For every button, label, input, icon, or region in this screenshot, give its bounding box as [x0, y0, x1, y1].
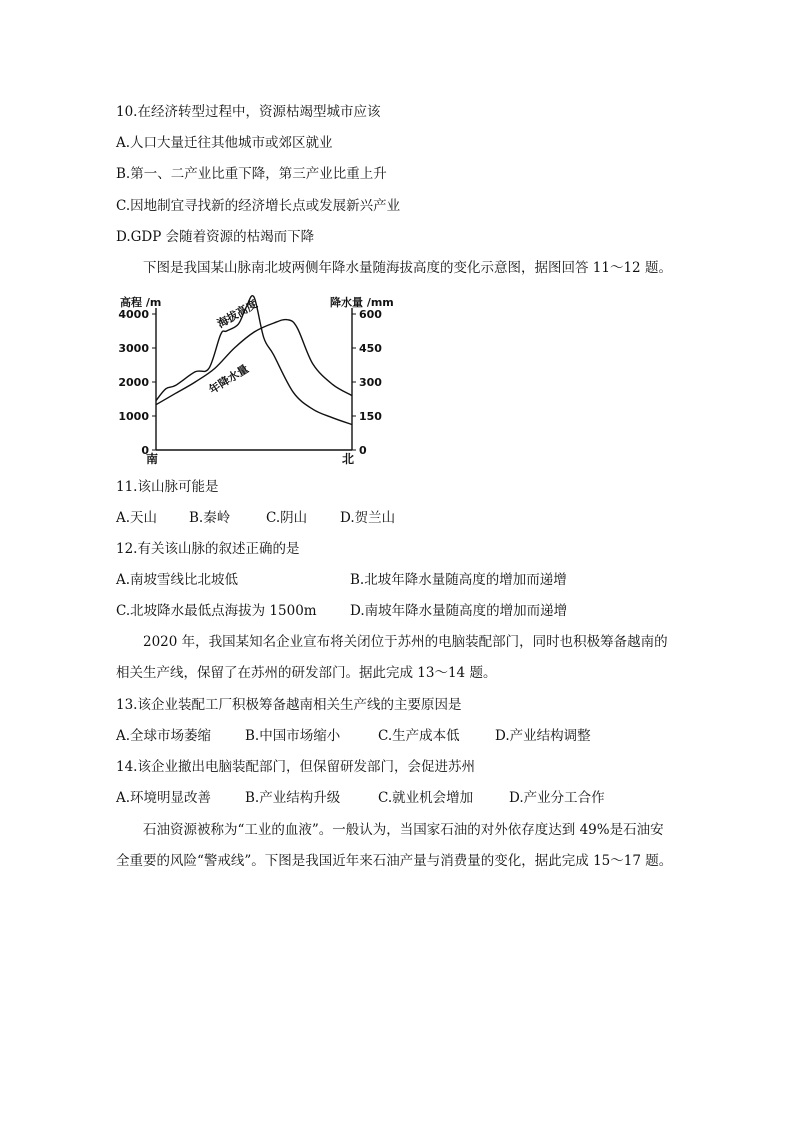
y-axis-left-title: 高程 /m	[120, 296, 162, 309]
q14-option-a: A.环境明显改善	[116, 790, 212, 806]
intro-11-12: 下图是我国某山脉南北坡两侧年降水量随海拔高度的变化示意图，据图回答 11～12 题。	[143, 260, 672, 276]
y-left-tick-label: 3000	[118, 342, 149, 355]
q12-option-c: C.北坡降水最低点海拔为 1500m	[116, 603, 317, 619]
q13-option-c: C.生产成本低	[378, 728, 460, 744]
q13-option-b: B.中国市场缩小	[245, 728, 341, 744]
q14-option-b: B.产业结构升级	[245, 790, 341, 806]
q11-option-c: C.阴山	[266, 510, 308, 526]
intro-15-17-line2: 全重要的风险“警戒线”。下图是我国近年来石油产量与消费量的变化，据此完成 15～17 题。	[116, 853, 673, 869]
q11-option-a: A.天山	[116, 510, 158, 526]
q14-stem: 14.该企业撤出电脑装配部门，但保留研发部门，会促进苏州	[116, 759, 475, 775]
y-left-tick-label: 4000	[118, 308, 149, 321]
q10-stem: 10.在经济转型过程中，资源枯竭型城市应该	[116, 104, 381, 120]
elevation-series-label: 海拔高度	[215, 297, 260, 331]
intro-13-14-line2: 相关生产线，保留了在苏州的研发部门。据此完成 13～14 题。	[116, 665, 497, 681]
q10-option-d: D.GDP 会随着资源的枯竭而下降	[116, 229, 315, 245]
y-axis-right-title: 降水量 /mm	[330, 296, 394, 309]
q10-option-c: C.因地制宜寻找新的经济增长点或发展新兴产业	[116, 198, 401, 214]
y-right-tick-label: 150	[359, 410, 382, 423]
q10-option-b: B.第一、二产业比重下降，第三产业比重上升	[116, 166, 387, 182]
precipitation-series-line	[156, 320, 352, 405]
q12-stem: 12.有关该山脉的叙述正确的是	[116, 541, 300, 557]
q10-option-a: A.人口大量迁往其他城市或郊区就业	[116, 135, 333, 151]
y-right-tick-label: 300	[359, 376, 382, 389]
q11-option-d: D.贺兰山	[340, 510, 396, 526]
y-left-tick-label: 2000	[118, 376, 149, 389]
x-start-label: 南	[145, 452, 159, 466]
precipitation-series-label: 年降水量	[206, 362, 251, 397]
y-left-tick-label: 1000	[118, 410, 149, 423]
intro-15-17-line1: 石油资源被称为“工业的血液”。一般认为，当国家石油的对外依存度达到 49%是石油安	[143, 822, 664, 838]
intro-13-14-line1: 2020 年，我国某知名企业宣布将关闭位于苏州的电脑装配部门，同时也积极筹备越南的	[143, 634, 668, 650]
y-left-tick-label: 0	[141, 444, 149, 457]
x-end-label: 北	[341, 452, 355, 466]
elevation-series-line	[156, 296, 352, 425]
q13-option-d: D.产业结构调整	[495, 728, 591, 744]
q13-option-a: A.全球市场萎缩	[116, 728, 212, 744]
q13-stem: 13.该企业装配工厂积极筹备越南相关生产线的主要原因是	[116, 697, 462, 713]
q11-option-b: B.秦岭	[189, 510, 231, 526]
q12-option-b: B.北坡年降水量随高度的增加而递增	[350, 572, 567, 588]
q11-stem: 11.该山脉可能是	[116, 479, 219, 495]
y-right-tick-label: 600	[359, 308, 382, 321]
elevation-precipitation-chart	[116, 286, 394, 466]
q12-option-a: A.南坡雪线比北坡低	[116, 572, 239, 588]
y-right-tick-label: 0	[359, 444, 367, 457]
q14-option-d: D.产业分工合作	[509, 790, 605, 806]
q14-option-c: C.就业机会增加	[378, 790, 474, 806]
q12-option-d: D.南坡年降水量随高度的增加而递增	[350, 603, 568, 619]
y-right-tick-label: 450	[359, 342, 382, 355]
